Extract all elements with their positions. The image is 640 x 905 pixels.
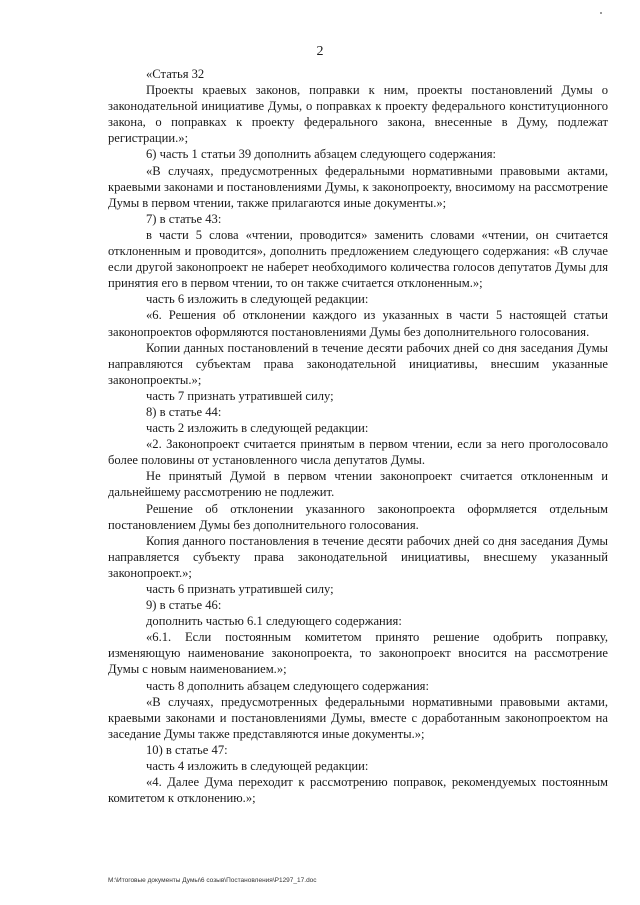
paragraph: «В случаях, предусмотренных федеральными нормативными правовыми актами, краевыми законами и постановлениями Думы, к законопроекту, вносимому на рассмотрение Думы в первом чтении, также прилагаются иные документы.»;: [108, 163, 608, 210]
document-body: [108, 66, 608, 806]
paragraph: часть 6 признать утратившей силу;: [146, 582, 334, 596]
paragraph: 8) в статье 44:: [146, 404, 222, 419]
paragraph: часть 6 изложить в следующей редакции:: [146, 292, 369, 307]
paragraph: 6) часть 1 статьи 39 дополнить абзацем следующего содержания:: [146, 147, 496, 162]
paragraph: «6. Решения об отклонении каждого из указанных в части 5 настоящей статьи законопроектов оформляются постановлениями Думы без дополнительного голосования.: [108, 308, 608, 339]
paragraph: в части 5 слова «чтении, проводится» заменить словами «чтении, он считается отклоненным и проводится», дополнить предложением следующего содержания: «В случае если другой законопроект не наберет необходимого количества голосов депутатов Думы для принятия его в первом чтении, то он также считается отклоненным.»;: [108, 227, 608, 291]
paragraph: 9) в статье 46:: [146, 598, 222, 613]
scan-speck: [600, 12, 602, 14]
article-heading: «Статья 32: [146, 67, 205, 81]
page-number: 2: [316, 44, 324, 59]
paragraph: «В случаях, предусмотренных федеральными нормативными правовыми актами, краевыми законами и постановлениями Думы, вместе с доработанным законопроектом на заседание Думы также представляются иные документы.»;: [108, 694, 608, 741]
paragraph: Копия данного постановления в течение десяти рабочих дней со дня заседания Думы направляется субъекту права законодательной инициативы, внесшему указанный законопроект.»;: [108, 533, 608, 580]
paragraph: «4. Далее Дума переходит к рассмотрению поправок, рекомендуемых постоянным комитетом к отклонению.»;: [108, 775, 608, 806]
paragraph: Копии данных постановлений в течение десяти рабочих дней со дня заседания Думы направляются субъектам права законодательной инициативы, внесшим указанные законопроекты.»;: [108, 340, 608, 387]
paragraph: 7) в статье 43:: [146, 211, 222, 226]
paragraph: часть 4 изложить в следующей редакции:: [146, 759, 369, 774]
paragraph: Не принятый Думой в первом чтении законопроект считается отклоненным и дальнейшему рассмотрению не подлежит.: [108, 469, 608, 500]
paragraph: Решение об отклонении указанного законопроекта оформляется отдельным постановлением Думы без дополнительного голосования.: [108, 501, 608, 532]
paragraph: 10) в статье 47:: [146, 742, 228, 757]
paragraph: часть 2 изложить в следующей редакции:: [146, 421, 369, 436]
paragraph: Проекты краевых законов, поправки к ним, проекты постановлений Думы о законодательной инициативе Думы, о поправках к проекту федерального конституционного закона, о поправках к проекту федерального закона, внесенные в Думу, подлежат регистрации.»;: [108, 83, 608, 146]
paragraph: часть 8 дополнить абзацем следующего содержания:: [146, 678, 429, 693]
paragraph: часть 7 признать утратившей силу;: [146, 388, 334, 403]
footer-file-path: М:\Итоговые документы Думы\6 созыв\Постановления\P1297_17.doc: [108, 877, 317, 884]
paragraph: дополнить частью 6.1 следующего содержания:: [146, 614, 402, 629]
paragraph: «2. Законопроект считается принятым в первом чтении, если за него проголосовало более половины от установленного числа депутатов Думы.: [108, 437, 608, 468]
paragraph: «6.1. Если постоянным комитетом принято решение одобрить поправку, изменяющую наименование законопроекта, то законопроект вносится на рассмотрение Думы с новым наименованием.»;: [108, 630, 608, 677]
